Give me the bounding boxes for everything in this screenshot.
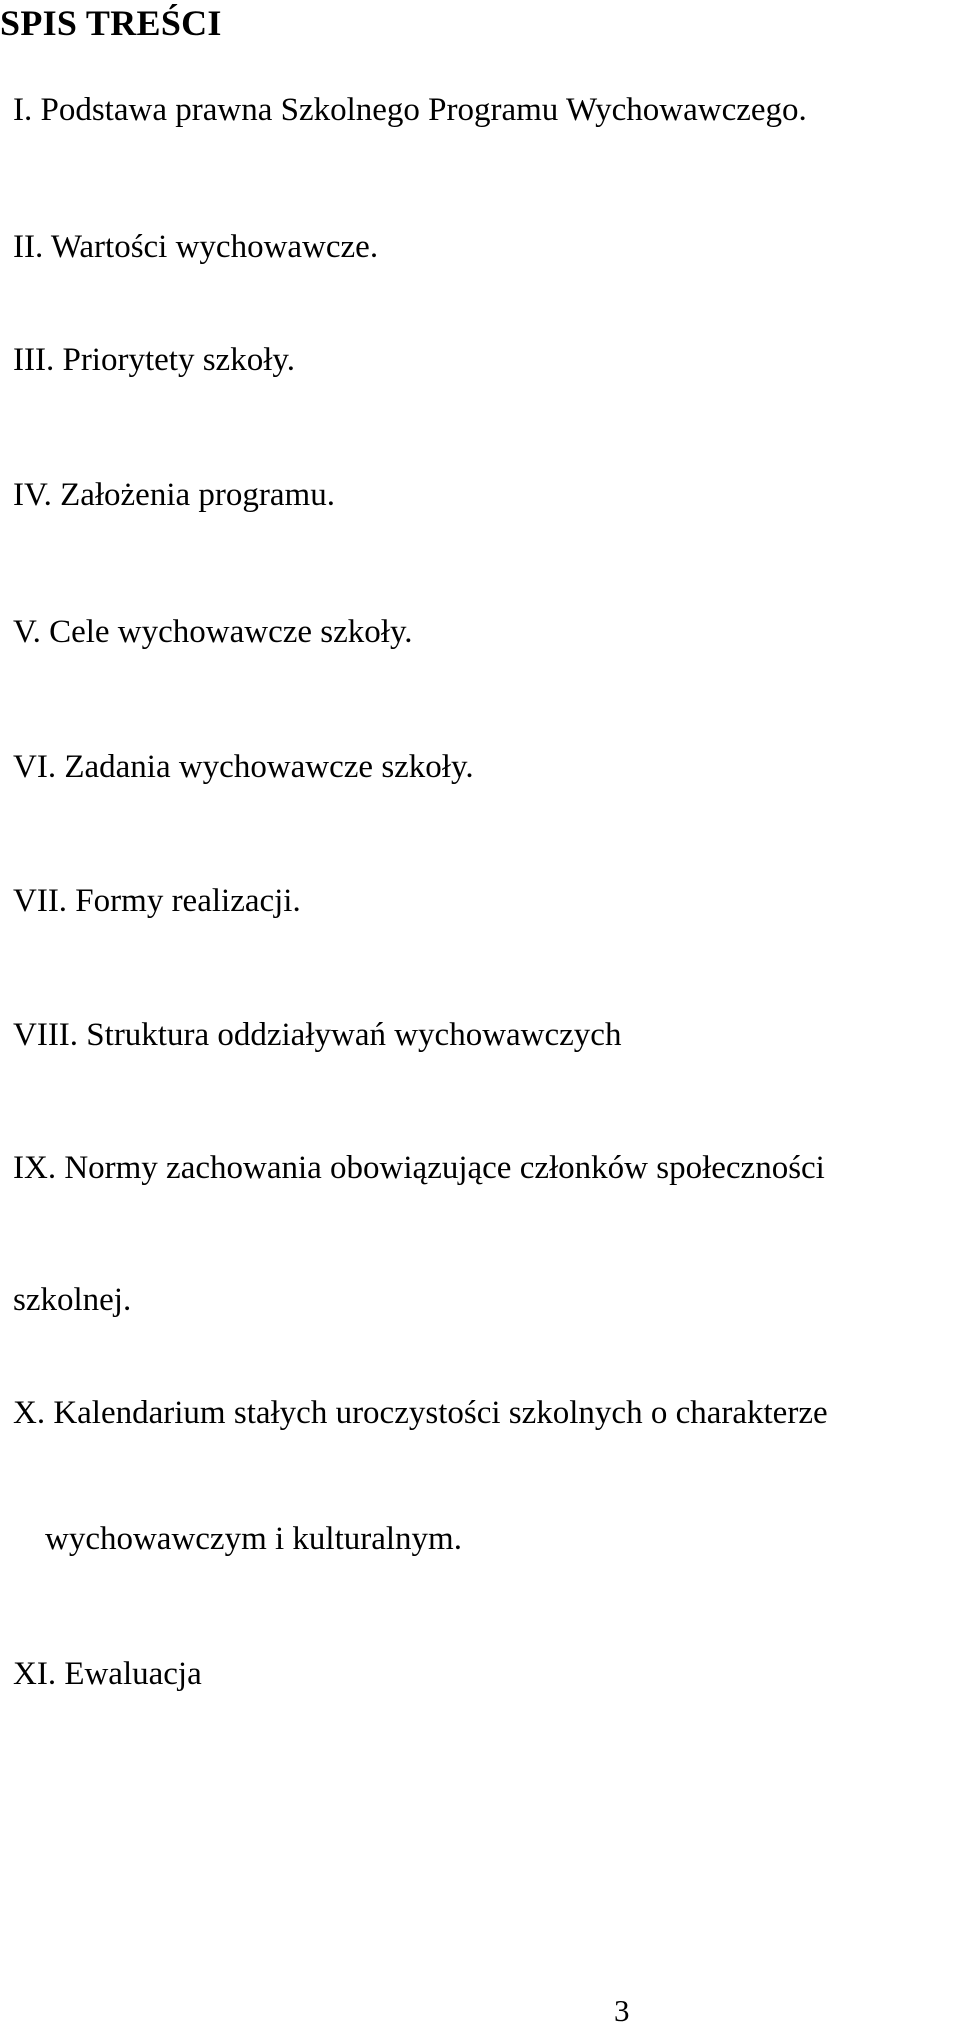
toc-item-7: VII. Formy realizacji. xyxy=(13,883,301,919)
toc-item-1: I. Podstawa prawna Szkolnego Programu Wychowawczego. xyxy=(13,92,807,128)
toc-item-8: VIII. Struktura oddziaływań wychowawczych xyxy=(13,1017,622,1053)
toc-item-9: IX. Normy zachowania obowiązujące członków społeczności xyxy=(13,1150,825,1186)
toc-item-6: VI. Zadania wychowawcze szkoły. xyxy=(13,749,474,785)
page-number: 3 xyxy=(614,1993,630,2028)
toc-item-10-continuation: wychowawczym i kulturalnym. xyxy=(45,1521,462,1557)
toc-item-4: IV. Założenia programu. xyxy=(13,477,335,513)
toc-item-5: V. Cele wychowawcze szkoły. xyxy=(13,614,413,650)
toc-item-11: XI. Ewaluacja xyxy=(13,1656,202,1692)
toc-item-10: X. Kalendarium stałych uroczystości szkolnych o charakterze xyxy=(13,1395,828,1431)
toc-item-2: II. Wartości wychowawcze. xyxy=(13,229,379,265)
toc-item-9-continuation: szkolnej. xyxy=(13,1282,132,1318)
toc-item-3: III. Priorytety szkoły. xyxy=(13,342,295,378)
toc-title: SPIS TREŚCI xyxy=(0,3,222,43)
